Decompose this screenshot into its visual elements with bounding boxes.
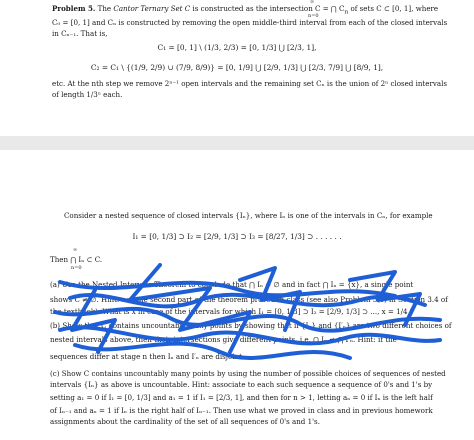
- text-run: of sets C: [350, 4, 382, 13]
- part-b-line-2: nested intervals above, then their intersections give different points, i.e. ⋂ Iₙ ≠ ⋂ I′ₙ. Hint: if the: [50, 335, 397, 344]
- nested-sequence-intro: Consider a nested sequence of closed intervals {Iₙ}, where Iₙ is one of the intervals in Cₙ, for example: [64, 211, 433, 220]
- part-c-line-4: of Iₙ₋₁ and aₙ = 1 if Iₙ is the right half of Iₙ₋₁. Then use what we proved in class and in previous homework: [50, 406, 433, 415]
- problem-statement-line-4: etc. At the nth step we remove 2ⁿ⁻¹ open intervals and the remaining set Cₙ is the union of 2ⁿ closed intervals: [52, 79, 448, 88]
- equation-c2: C₂ = C₁ \ {(1/9, 2/9) ∪ (7/9, 8/9)} = [0, 1/9] ⋃ [2/9, 1/3] ⋃ [2/3, 7/9] ⋃ [8/9, 1],: [90, 63, 384, 72]
- page-2: [0, 150, 474, 440]
- page-1: [0, 0, 474, 136]
- part-a-line-1: (a) Use the Nested Intervals Theorem to conclude that ⋂ Iₙ ≠ ∅ and in fact ⋂ Iₙ = {x}, a single point: [50, 280, 414, 289]
- subscript: n: [344, 9, 349, 16]
- part-a-line-2: shows C ≠ ∅. Hint: use the second part of the theorem proved in class (see also Problem 5(c) in Section 3.4 of: [50, 295, 448, 304]
- text-run: ⊂ [0, 1], where: [383, 4, 439, 13]
- text-run: is constructed as the intersection C = ⋂ C: [192, 4, 345, 13]
- equation-c1: C₁ = [0, 1] \ (1/3, 2/3) = [0, 1/3] ⋃ [2/3, 1],: [157, 43, 317, 52]
- problem-heading: Problem 5.: [52, 4, 96, 13]
- equation-nested-intervals: I₁ = [0, 1/3] ⊃ I₂ = [2/9, 1/3] ⊃ I₃ = [8/27, 1/3] ⊃ . . . . . .: [132, 232, 342, 241]
- part-c-line-2: intervals {Iₙ} as above is uncountable. Hint: associate to each such sequence a sequence of 0's and 1's by: [50, 380, 433, 389]
- problem-statement-line-1: [52, 4, 438, 17]
- intersection-lower-limit: n=0: [308, 13, 319, 19]
- then-lower-limit: n=0: [71, 265, 82, 271]
- then-statement: Then ⋂ Iₙ ⊂ C.: [50, 255, 103, 264]
- part-c-line-1: (c) Show C contains uncountably many points by using the number of possible choices of sequences of nested: [50, 369, 446, 378]
- then-upper-limit: ∞: [73, 247, 78, 253]
- part-b-line-3: sequences differ at stage n then Iₙ and I′ₙ are disjoint.: [50, 352, 245, 361]
- problem-statement-line-3: in Cₙ₋₁. That is,: [52, 29, 108, 38]
- cantor-set-term: Cantor Ternary Set C: [113, 4, 191, 13]
- part-a-line-3: the textbook). What is x in case of the intervals for which I₁ = [0, 1/3] ⊃ I₂ = [2/9, 1/3] ⊃ ..., x = 1/4 ?: [50, 307, 414, 316]
- problem-statement-line-2: C₀ = [0, 1] and Cₙ is constructed by removing the open middle-third interval from each of the closed intervals: [52, 18, 448, 27]
- intersection-upper-limit: ∞: [310, 0, 315, 5]
- text-run: The: [97, 4, 112, 13]
- part-c-line-3: setting a₁ = 0 if I₁ = [0, 1/3] and a₁ = 1 if I₁ = [2/3, 1], and then for n > 1, letting aₙ = 0 if Iₙ is the left half: [50, 393, 433, 402]
- problem-statement-line-5: of length 1/3ⁿ each.: [52, 90, 123, 99]
- part-c-line-5: assignments about the cardinality of the set of all sequences of 0's and 1's.: [50, 417, 320, 426]
- part-b-line-1: (b) Show that C contains uncountably many points by showing that if {Iₙ} and {I′ₙ} are two different choices of: [50, 321, 452, 330]
